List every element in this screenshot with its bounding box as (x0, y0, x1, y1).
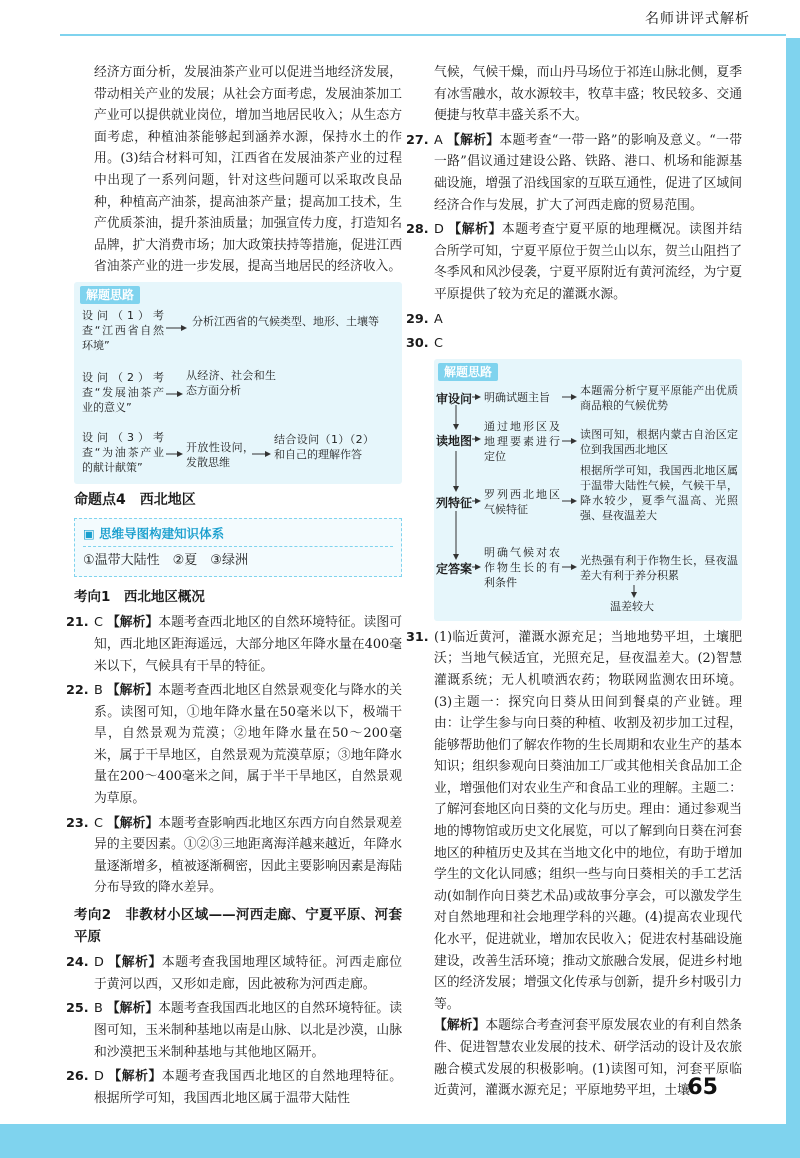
thinking-box-left (74, 282, 402, 484)
flow-step-3: 列特征 (436, 495, 473, 510)
header-title: 名师讲评式解析 (645, 11, 750, 27)
q23: 23. C 【解析】本题考查影响西北地区东西方向自然景观差异的主要因素。①②③三地距离海洋越来越近，年降水量逐渐增多，植被逐渐稠密，因此主要影响因素是海陆分布导致的降水差异。 (66, 815, 403, 896)
bottom-color-band (0, 1124, 800, 1158)
flow-step-2-a: 通过地形区及地理要素进行定位 (484, 419, 560, 463)
flow-step-3-b: 根据所学可知，我国西北地区属于温带大陆性气候，气候干旱，降水较少，夏季气温高、光照强、昼夜温差大 (580, 463, 738, 522)
flow-box-tag: 解题思路 (438, 363, 498, 381)
flow-step-4: 定答案 (436, 561, 473, 576)
flow-step-2: 读地图 (436, 433, 473, 448)
flow-final: 温差较大 (610, 599, 654, 613)
q25: 25. B 【解析】本题考查我国西北地区的自然环境特征。读图可知，玉米制种基地以南是山脉、以北是沙漠，山脉和沙漠把玉米制种基地与其他地区隔开。 (66, 1001, 403, 1060)
q21: 21. C 【解析】本题考查西北地区的自然环境特征。读图可知，西北地区距海遥远，大部分地区年降水量在400毫米以下，气候具有干旱的特征。 (66, 615, 403, 674)
thinking-q3: 设问（3）考查“为油茶产业的献计献策” (82, 430, 164, 474)
thinking-q1: 设问（1）考查“江西省自然环境” (82, 308, 164, 352)
q26-continued: 气候，气候干燥，而山丹马场位于祁连山脉北侧，夏季有冰雪融水，故水源较丰，牧草丰盛；牧民较多、交通便捷与牧草丰盛关系不大。 (434, 65, 742, 124)
page-number: 65 (687, 1075, 718, 1100)
q28: 28. D 【解析】本题考查宁夏平原的地理概况。读图并结合所学可知，宁夏平原位于贺兰山以东，贺兰山阻挡了冬季风和风沙侵袭，宁夏平原附近有黄河流经，为宁夏平原提供了较为充足的灌溉水源。 (406, 222, 743, 302)
q24: 24. D 【解析】本题考查我国地理区域特征。河西走廊位于黄河以西，又形如走廊，因此被称为河西走廊。 (66, 955, 403, 992)
subsection-1: 考向1 西北地区概况 (74, 588, 205, 605)
flow-step-4-b: 光热强有利于作物生长，昼夜温差大有利于养分积累 (580, 553, 738, 582)
knowledge-box-title: ▣ 思维导图构建知识体系 (83, 523, 393, 548)
flow-step-2-b: 读图可知，根据内蒙古自治区定位到我国西北地区 (580, 427, 738, 456)
q31-analysis: 【解析】本题综合考查河套平原发展农业的有利自然条件、促进智慧农业发展的技术、研学活动的设计及农旅融合模式发展的积极影响。(1)读图可知，河套平原临近黄河，灌溉水源充足；平原地势平坦，土壤 (434, 1018, 743, 1099)
left-column (66, 62, 403, 1109)
flow-step-1-b: 本题需分析宁夏平原能产出优质商品粮的气候优势 (580, 383, 738, 412)
thinking-box-tag: 解题思路 (80, 286, 140, 304)
q22: 22. B 【解析】本题考查西北地区自然景观变化与降水的关系。读图可知，①地年降水量在50毫米以下，极端干旱，自然景观为荒漠；②地年降水量在50～200毫米，属于干旱地区，自然景观为荒漠草原；③地年降水量在200～400毫米之间，属于半干旱地区，自然景观为草原。 (66, 683, 403, 807)
section-title: 命题点4 西北地区 (74, 491, 196, 508)
intro-paragraph: 经济方面分析，发展油茶产业可以促进当地经济发展，带动相关产业的发展；从社会方面考虑，发展油茶加工产业可以提供就业岗位，增加当地居民收入；从生态方面考虑，种植油茶能够起到涵养水源，保持水土的作用。(3)结合材料可知，江西省在发展油茶产业的过程中出现了一系列问题，针对这些问题可以采取改良品种，种植高产油茶，提高油茶产量；提高加工技术，生产优质茶油，提升茶油质量；加强宣传力度，打造知名品牌，扩大消费市场；加大政策扶持等措施，促进江西省油茶产业的进一步发展，提高当地居民的经济收入。 (94, 65, 402, 275)
thinking-q2-result: 从经济、社会和生态方面分析 (186, 368, 276, 397)
flow-step-1-a: 明确试题主旨 (484, 390, 550, 404)
q27: 27. A 【解析】本题考查“一带一路”的影响及意义。“一带一路”倡议通过建设公路、铁路、港口、机场和能源基础设施，增强了沿线国家的互联互通性，促进了区域间经济合作与发展，扩大了河西走廊的贸易范围。 (406, 132, 742, 213)
thinking-q3-mid: 开放性设问，发散思维 (186, 440, 254, 469)
right-color-band (786, 38, 800, 1158)
q31: 31. (1)临近黄河，灌溉水源充足；当地地势平坦，土壤肥沃；当地气候适宜，光照充足，昼夜温差大。(2)智慧灌溉系统；无人机喷洒农药；物联网监测农田环境。(3)主题一：探究向日葵从田间到餐桌的产业链。理由：让学生参与向日葵的种植、收割及初步加工过程，能够帮助他们了解农作物的生长周期和农业生产的基本知识；组织参观向日葵油加工厂或其他相关食品加工企业，增强他们对农业生产和食品工业的理解。主题二：了解河套地区向日葵的文化与历史。理由：通过参观当地的博物馆或历史文化展览，可以了解到向日葵在河套地区的种植历史及其在当地文化中的地位，有助于增加学生的文化认同感；组织一些与向日葵相关的手工艺活动(如制作向日葵艺术品)或故事分享会，可以激发学生对自然地理和社会地理学科的兴趣。(4)提高农业现代化水平，促进就业，增加农民收入；促进农村基础设施建设，改善生活环境；推动文旅融合发展，促进乡村地区的经济发展；增强文化传承与创新，提升乡村吸引力等。 (406, 629, 742, 1012)
subsection-2: 考向2 非教材小区域——河西走廊、宁夏平原、河套平原 (74, 907, 402, 945)
flow-step-1: 审设问 (436, 391, 473, 406)
q30: 30. C (406, 336, 443, 352)
page-left-margin (0, 38, 58, 1158)
q26: 26. D 【解析】本题考查我国西北地区的自然地理特征。根据所学可知，我国西北地区属于温带大陆性 (66, 1069, 403, 1106)
thinking-q1-result: 分析江西省的气候类型、地形、土壤等 (192, 314, 379, 328)
q29: 29. A (406, 311, 443, 327)
thinking-q3-result: 结合设问（1）（2）和自己的理解作答 (274, 432, 374, 461)
mindmap-icon: ▣ (83, 525, 100, 541)
flow-step-3-a: 罗列西北地区气候特征 (484, 487, 560, 516)
knowledge-box (74, 518, 402, 577)
right-column (406, 62, 743, 1102)
thinking-q2: 设问（2）考查“发展油茶产业的意义” (82, 370, 164, 414)
knowledge-box-items: ①温带大陆性 ②夏 ③绿洲 (83, 553, 248, 569)
flow-step-4-a: 明确气候对农作物生长的有利条件 (484, 545, 560, 589)
header-divider (60, 34, 786, 36)
flow-box (434, 359, 742, 621)
